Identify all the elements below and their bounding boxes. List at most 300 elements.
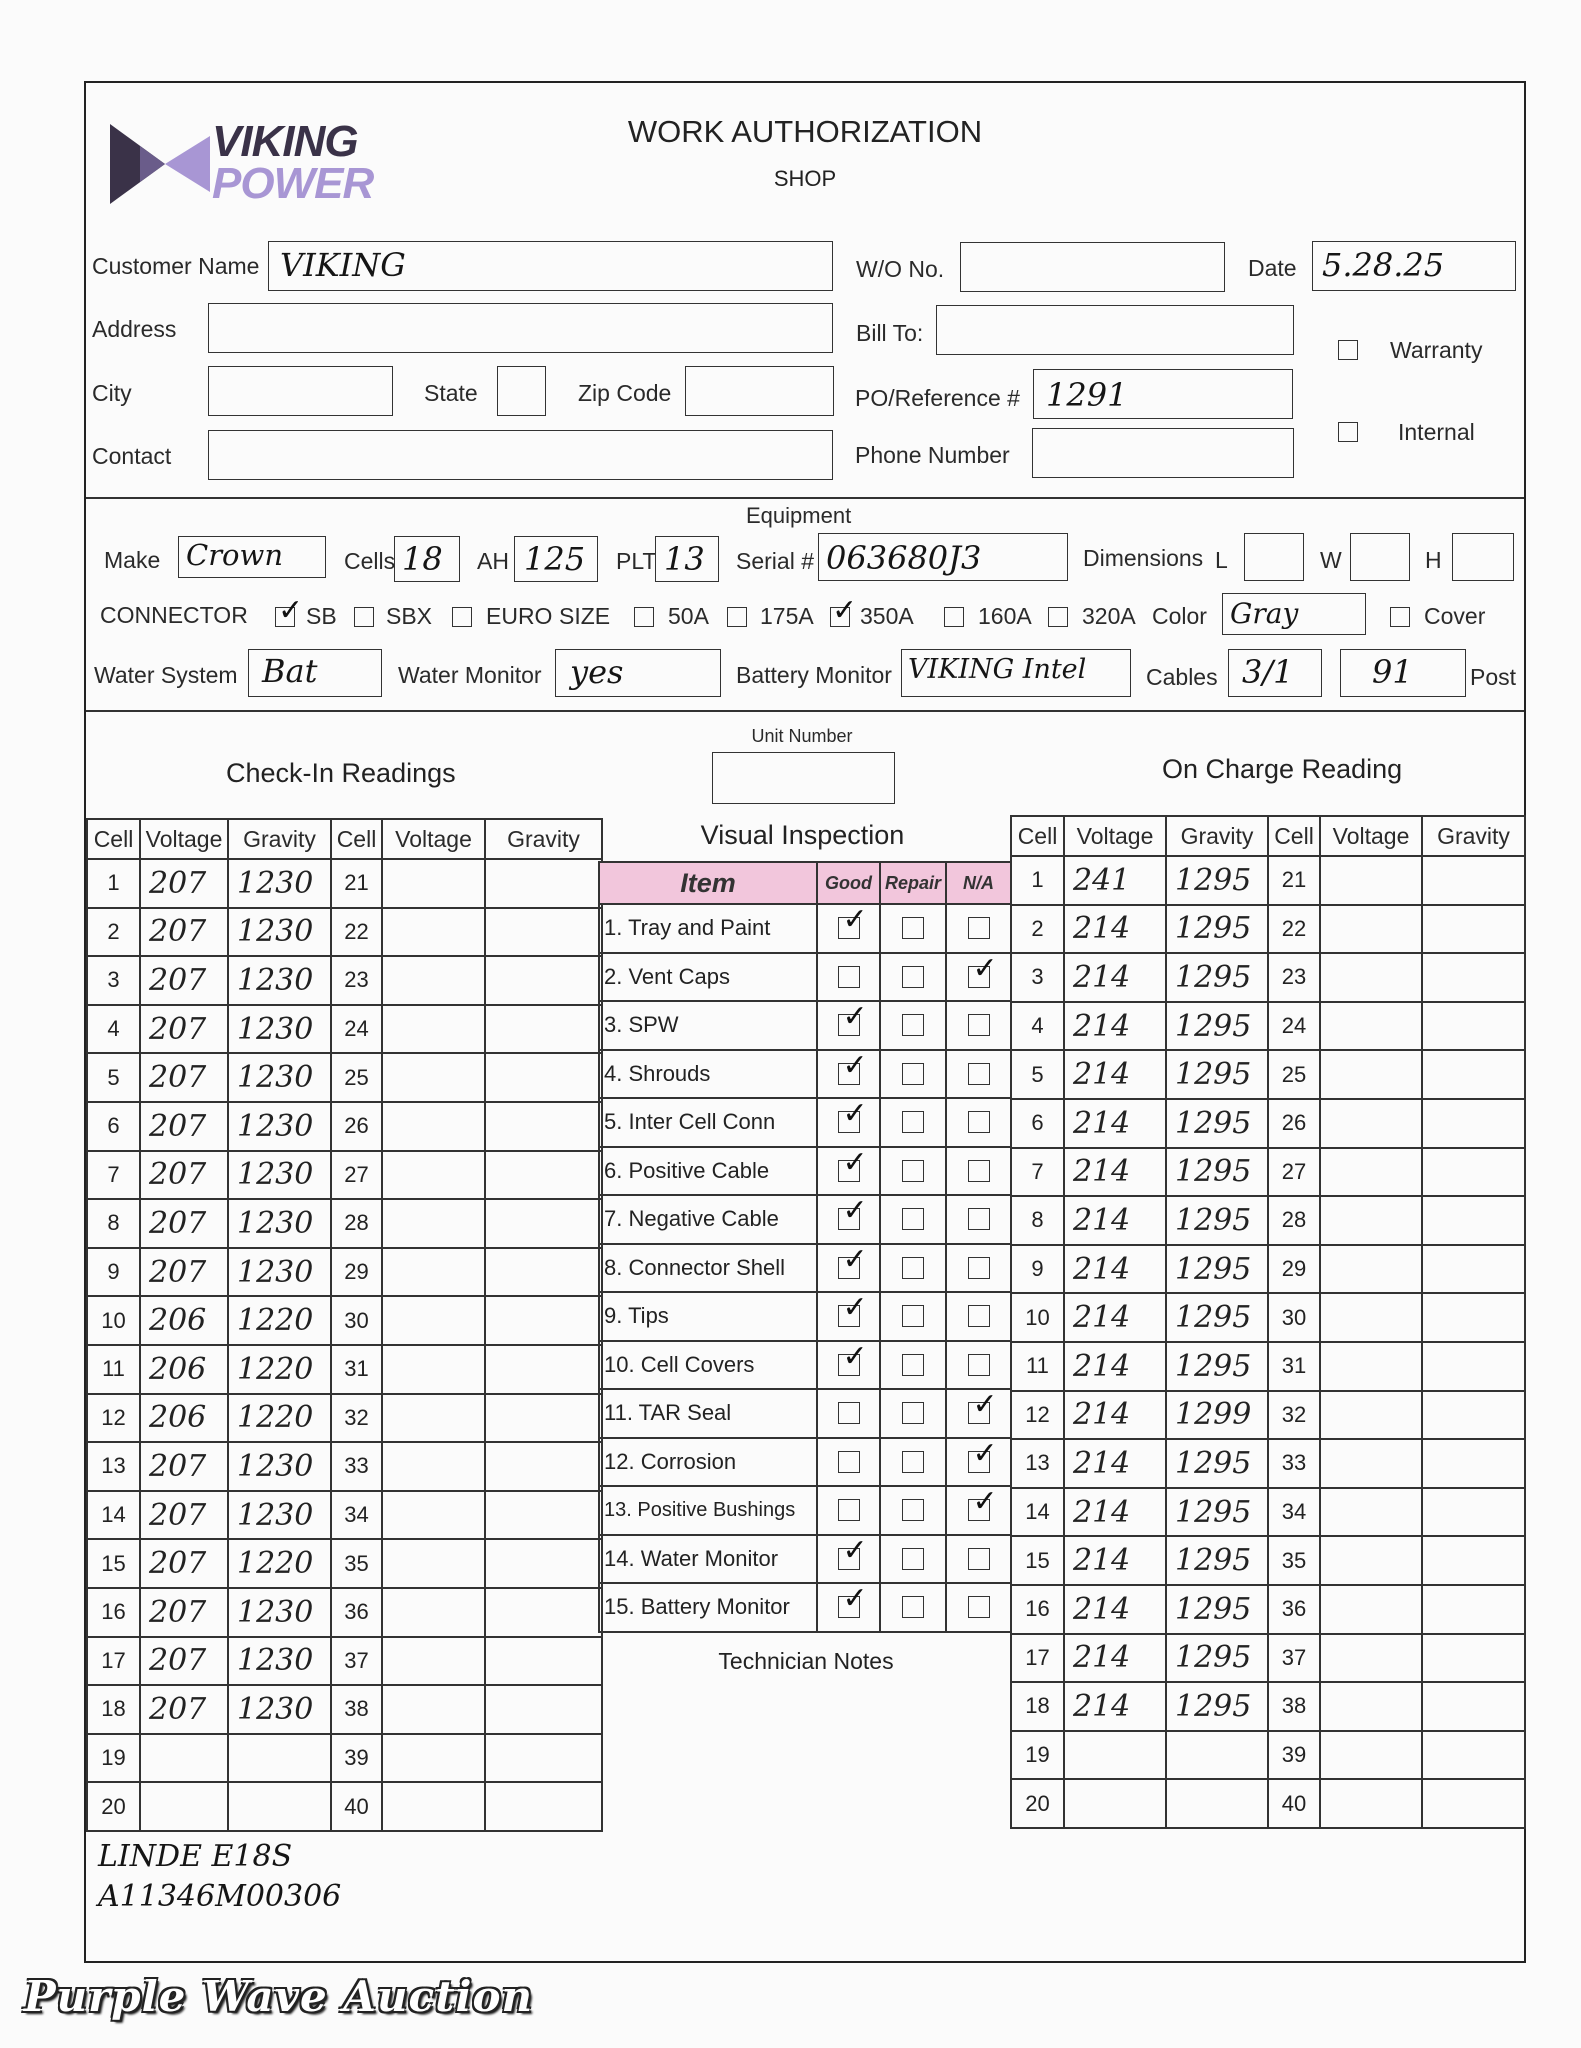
- address-field[interactable]: [208, 303, 833, 353]
- inspection-good-cell: [817, 1195, 880, 1244]
- color-value: Gray: [1230, 597, 1299, 630]
- gravity-value[interactable]: [485, 908, 602, 957]
- gravity-value[interactable]: [485, 1588, 602, 1637]
- voltage-value[interactable]: [140, 1734, 228, 1783]
- voltage-value[interactable]: [1320, 1099, 1422, 1148]
- col-cell: Cell: [331, 819, 382, 859]
- gravity-value[interactable]: 1230: [228, 1248, 331, 1297]
- voltage-value[interactable]: 207: [140, 908, 228, 957]
- inspection-repair-cell: [880, 1195, 946, 1244]
- voltage-value[interactable]: [1320, 1536, 1422, 1585]
- zip-field[interactable]: [685, 366, 834, 416]
- gravity-value[interactable]: [1166, 1779, 1268, 1828]
- gravity-value[interactable]: 1295: [1166, 1148, 1268, 1197]
- state-field[interactable]: [497, 366, 546, 416]
- voltage-value[interactable]: 207: [140, 1151, 228, 1200]
- gravity-value[interactable]: [1422, 953, 1525, 1002]
- voltage-value[interactable]: 214: [1064, 1439, 1166, 1488]
- gravity-value[interactable]: 1295: [1166, 1245, 1268, 1294]
- dim-h-field[interactable]: [1452, 533, 1514, 581]
- voltage-value[interactable]: 207: [140, 956, 228, 1005]
- voltage-value[interactable]: [382, 956, 485, 1005]
- voltage-value[interactable]: [1320, 1682, 1422, 1731]
- voltage-value[interactable]: [382, 1782, 485, 1831]
- inspection-repair-checkbox[interactable]: [902, 1548, 924, 1570]
- voltage-value[interactable]: [382, 1637, 485, 1686]
- inspection-repair-checkbox[interactable]: [902, 1499, 924, 1521]
- inspection-na-checkbox[interactable]: [968, 1208, 990, 1230]
- inspection-item-label: 8. Connector Shell: [599, 1244, 817, 1293]
- gravity-value[interactable]: 1295: [1166, 1439, 1268, 1488]
- gravity-value[interactable]: 1295: [1166, 1196, 1268, 1245]
- cell-number: 6: [1011, 1099, 1064, 1148]
- gravity-value[interactable]: [485, 1102, 602, 1151]
- voltage-value[interactable]: 207: [140, 1588, 228, 1637]
- internal-checkbox[interactable]: [1338, 422, 1358, 442]
- cell-number: 29: [1268, 1245, 1320, 1294]
- table-row: [1011, 1779, 1525, 1828]
- inspection-good-checkbox[interactable]: [838, 1208, 860, 1230]
- voltage-value[interactable]: 207: [140, 1005, 228, 1054]
- gravity-value[interactable]: [485, 1442, 602, 1491]
- gravity-value[interactable]: [1422, 1682, 1525, 1731]
- voltage-value[interactable]: [382, 1296, 485, 1345]
- gravity-value[interactable]: [1422, 1391, 1525, 1440]
- voltage-value[interactable]: [1320, 856, 1422, 905]
- size-320a-checkbox[interactable]: [1048, 607, 1068, 627]
- gravity-value[interactable]: 1299: [1166, 1391, 1268, 1440]
- gravity-value[interactable]: [1422, 1148, 1525, 1197]
- gravity-value[interactable]: [228, 1782, 331, 1831]
- cell-number: 7: [87, 1151, 140, 1200]
- gravity-value[interactable]: [485, 1539, 602, 1588]
- unit-number-field[interactable]: [712, 752, 895, 804]
- inspection-na-cell: [946, 1244, 1011, 1293]
- inspection-na-checkbox[interactable]: [968, 966, 990, 988]
- inspection-good-checkbox[interactable]: [838, 1063, 860, 1085]
- voltage-value[interactable]: 214: [1064, 1536, 1166, 1585]
- table-row: [87, 1053, 602, 1102]
- voltage-value[interactable]: 207: [140, 1539, 228, 1588]
- voltage-value[interactable]: [382, 1539, 485, 1588]
- gravity-value[interactable]: 1295: [1166, 953, 1268, 1002]
- inspection-na-checkbox[interactable]: [968, 1548, 990, 1570]
- date-value: 5.28.25: [1322, 246, 1445, 284]
- voltage-value[interactable]: 207: [140, 1053, 228, 1102]
- cell-number: 27: [331, 1151, 382, 1200]
- voltage-value[interactable]: [1320, 905, 1422, 954]
- gravity-value[interactable]: [485, 1248, 602, 1297]
- ah-label: AH: [477, 548, 509, 574]
- cell-number: 32: [331, 1394, 382, 1443]
- inspection-good-checkbox[interactable]: [838, 1596, 860, 1618]
- table-row: [87, 1734, 602, 1783]
- gravity-value[interactable]: [228, 1734, 331, 1783]
- voltage-value[interactable]: 214: [1064, 1342, 1166, 1391]
- cell-number: 6: [87, 1102, 140, 1151]
- col-gravity: Gravity: [228, 819, 331, 859]
- gravity-value[interactable]: 1295: [1166, 905, 1268, 954]
- inspection-repair-checkbox[interactable]: [902, 1111, 924, 1133]
- po-label: PO/Reference #: [855, 385, 1020, 411]
- voltage-value[interactable]: [1320, 1050, 1422, 1099]
- size-175a-checkbox[interactable]: [727, 607, 747, 627]
- voltage-value[interactable]: [382, 1588, 485, 1637]
- inspection-item-label: 13. Positive Bushings: [599, 1486, 817, 1535]
- voltage-value[interactable]: 214: [1064, 1002, 1166, 1051]
- voltage-value[interactable]: [382, 1491, 485, 1540]
- wo-field[interactable]: [960, 242, 1225, 292]
- city-field[interactable]: [208, 366, 393, 416]
- table-row: [87, 1539, 602, 1588]
- gravity-value[interactable]: [1422, 1293, 1525, 1342]
- divider-readings: [86, 710, 1524, 712]
- gravity-value[interactable]: [1422, 1099, 1525, 1148]
- warranty-checkbox[interactable]: [1338, 340, 1358, 360]
- gravity-value[interactable]: 1295: [1166, 1585, 1268, 1634]
- visual-title: Visual Inspection: [700, 820, 905, 850]
- size-350a-label: 350A: [860, 603, 914, 629]
- col-cell: Cell: [1268, 816, 1320, 856]
- inspection-good-checkbox[interactable]: [838, 966, 860, 988]
- voltage-value[interactable]: [382, 908, 485, 957]
- gravity-value[interactable]: 1295: [1166, 1050, 1268, 1099]
- table-row: [87, 956, 602, 1005]
- inspection-na-checkbox[interactable]: [968, 1402, 990, 1424]
- gravity-value[interactable]: [485, 1782, 602, 1831]
- gravity-value[interactable]: 1230: [228, 908, 331, 957]
- inspection-repair-cell: [880, 904, 946, 953]
- inspection-repair-cell: [880, 1438, 946, 1487]
- gravity-value[interactable]: [1422, 1536, 1525, 1585]
- gravity-value[interactable]: 1295: [1166, 1634, 1268, 1683]
- gravity-value[interactable]: [485, 1005, 602, 1054]
- voltage-value[interactable]: 214: [1064, 1293, 1166, 1342]
- contact-field[interactable]: [208, 430, 833, 480]
- voltage-value[interactable]: 214: [1064, 1099, 1166, 1148]
- voltage-value[interactable]: [140, 1782, 228, 1831]
- inspection-item-label: 14. Water Monitor: [599, 1535, 817, 1584]
- gravity-value[interactable]: [1422, 905, 1525, 954]
- gravity-value[interactable]: [485, 1345, 602, 1394]
- gravity-value[interactable]: 1230: [228, 1151, 331, 1200]
- voltage-value[interactable]: [1320, 953, 1422, 1002]
- voltage-value[interactable]: [382, 1199, 485, 1248]
- gravity-value[interactable]: 1230: [228, 1637, 331, 1686]
- inspection-na-checkbox[interactable]: [968, 1111, 990, 1133]
- voltage-value[interactable]: [1320, 1245, 1422, 1294]
- inspection-repair-checkbox[interactable]: [902, 1208, 924, 1230]
- inspection-repair-cell: [880, 1244, 946, 1293]
- dim-l-field[interactable]: [1244, 533, 1304, 581]
- inspection-good-checkbox[interactable]: [838, 1111, 860, 1133]
- table-row: [87, 1248, 602, 1297]
- voltage-value[interactable]: [1320, 1585, 1422, 1634]
- voltage-value[interactable]: [382, 1102, 485, 1151]
- voltage-value[interactable]: [382, 1248, 485, 1297]
- gravity-value[interactable]: [1422, 1439, 1525, 1488]
- gravity-value[interactable]: [485, 1491, 602, 1540]
- gravity-value[interactable]: 1230: [228, 859, 331, 908]
- inspection-repair-checkbox[interactable]: [902, 1063, 924, 1085]
- inspection-na-checkbox[interactable]: [968, 1451, 990, 1473]
- inspection-row: [599, 1050, 1011, 1099]
- voltage-value[interactable]: [382, 1442, 485, 1491]
- inspection-repair-checkbox[interactable]: [902, 1257, 924, 1279]
- gravity-value[interactable]: 1295: [1166, 1682, 1268, 1731]
- cell-number: 37: [331, 1637, 382, 1686]
- city-label: City: [92, 380, 132, 406]
- gravity-value[interactable]: 1295: [1166, 1099, 1268, 1148]
- voltage-value[interactable]: 214: [1064, 1682, 1166, 1731]
- gravity-value[interactable]: [1422, 1196, 1525, 1245]
- gravity-value[interactable]: 1295: [1166, 1536, 1268, 1585]
- gravity-value[interactable]: [485, 1053, 602, 1102]
- gravity-value[interactable]: 1295: [1166, 856, 1268, 905]
- gravity-value[interactable]: [1422, 1050, 1525, 1099]
- inspection-na-cell: [946, 1389, 1011, 1438]
- voltage-value[interactable]: [1320, 1779, 1422, 1828]
- cell-number: 37: [1268, 1634, 1320, 1683]
- voltage-value[interactable]: [382, 1394, 485, 1443]
- voltage-value[interactable]: [1320, 1488, 1422, 1537]
- inspection-repair-checkbox[interactable]: [902, 1354, 924, 1376]
- table-row: [1011, 1634, 1525, 1683]
- inspection-na-checkbox[interactable]: [968, 1305, 990, 1327]
- gravity-value[interactable]: [485, 1734, 602, 1783]
- inspection-na-checkbox[interactable]: [968, 917, 990, 939]
- voltage-value[interactable]: 241: [1064, 856, 1166, 905]
- inspection-row: [599, 904, 1011, 953]
- inspection-repair-checkbox[interactable]: [902, 917, 924, 939]
- inspection-item-label: 2. Vent Caps: [599, 953, 817, 1002]
- inspection-good-checkbox[interactable]: [838, 1548, 860, 1570]
- size-50a-checkbox[interactable]: [634, 607, 654, 627]
- note-line1: LINDE E18S: [98, 1839, 293, 1874]
- voltage-value[interactable]: [382, 1151, 485, 1200]
- gravity-value[interactable]: [1422, 1002, 1525, 1051]
- inspection-na-checkbox[interactable]: [968, 1063, 990, 1085]
- inspection-good-checkbox[interactable]: [838, 1014, 860, 1036]
- inspection-item-label: 3. SPW: [599, 1001, 817, 1050]
- voltage-value[interactable]: [1320, 1391, 1422, 1440]
- inspection-repair-checkbox[interactable]: [902, 1014, 924, 1036]
- voltage-value[interactable]: 214: [1064, 1488, 1166, 1537]
- voltage-value[interactable]: [382, 1005, 485, 1054]
- inspection-good-checkbox[interactable]: [838, 1305, 860, 1327]
- inspection-repair-checkbox[interactable]: [902, 1451, 924, 1473]
- voltage-value[interactable]: 207: [140, 1685, 228, 1734]
- voltage-value[interactable]: 214: [1064, 1634, 1166, 1683]
- inspection-good-checkbox[interactable]: [838, 1402, 860, 1424]
- voltage-value[interactable]: [1320, 1293, 1422, 1342]
- voltage-value[interactable]: [1064, 1779, 1166, 1828]
- viking-power-logo: [110, 117, 380, 210]
- cover-label: Cover: [1424, 603, 1486, 629]
- inspection-na-checkbox[interactable]: [968, 1014, 990, 1036]
- gravity-value[interactable]: [1422, 1342, 1525, 1391]
- gravity-value[interactable]: [1422, 1585, 1525, 1634]
- inspection-repair-checkbox[interactable]: [902, 1305, 924, 1327]
- inspection-good-checkbox[interactable]: [838, 1257, 860, 1279]
- gravity-value[interactable]: [485, 956, 602, 1005]
- gravity-value[interactable]: [1422, 1488, 1525, 1537]
- gravity-value[interactable]: [1422, 1634, 1525, 1683]
- table-row: [1011, 1585, 1525, 1634]
- connector-euro-checkbox[interactable]: [452, 607, 472, 627]
- inspection-na-checkbox[interactable]: [968, 1257, 990, 1279]
- inspection-repair-checkbox[interactable]: [902, 1402, 924, 1424]
- connector-sbx-checkbox[interactable]: [354, 607, 374, 627]
- voltage-value[interactable]: [1320, 1731, 1422, 1780]
- gravity-value[interactable]: [485, 1199, 602, 1248]
- gravity-value[interactable]: 1230: [228, 1685, 331, 1734]
- cell-number: 14: [1011, 1488, 1064, 1537]
- inspection-good-checkbox[interactable]: [838, 1160, 860, 1182]
- inspection-good-checkbox[interactable]: [838, 1354, 860, 1376]
- voltage-value[interactable]: 214: [1064, 953, 1166, 1002]
- equipment-label: Equipment: [746, 503, 852, 528]
- voltage-value[interactable]: [1320, 1148, 1422, 1197]
- voltage-value[interactable]: 206: [140, 1394, 228, 1443]
- gravity-value[interactable]: 1230: [228, 1442, 331, 1491]
- gravity-value[interactable]: [1422, 1731, 1525, 1780]
- gravity-value[interactable]: [485, 1637, 602, 1686]
- inspection-item-label: 4. Shrouds: [599, 1050, 817, 1099]
- gravity-value[interactable]: [485, 1296, 602, 1345]
- col-good: Good: [817, 862, 880, 904]
- voltage-value[interactable]: 214: [1064, 1050, 1166, 1099]
- cell-number: 28: [1268, 1196, 1320, 1245]
- voltage-value[interactable]: 214: [1064, 905, 1166, 954]
- cell-number: 40: [331, 1782, 382, 1831]
- cells-value: 18: [402, 540, 443, 578]
- inspection-na-checkbox[interactable]: [968, 1160, 990, 1182]
- voltage-value[interactable]: [382, 1685, 485, 1734]
- inspection-repair-checkbox[interactable]: [902, 966, 924, 988]
- voltage-value[interactable]: [382, 1053, 485, 1102]
- voltage-value[interactable]: [382, 1734, 485, 1783]
- cell-number: 19: [87, 1734, 140, 1783]
- inspection-repair-cell: [880, 1535, 946, 1584]
- gravity-value[interactable]: 1220: [228, 1345, 331, 1394]
- inspection-repair-cell: [880, 1001, 946, 1050]
- voltage-value[interactable]: 207: [140, 1491, 228, 1540]
- gravity-value[interactable]: [1166, 1731, 1268, 1780]
- voltage-value[interactable]: 207: [140, 1637, 228, 1686]
- gravity-value[interactable]: 1220: [228, 1394, 331, 1443]
- gravity-value[interactable]: 1295: [1166, 1293, 1268, 1342]
- inspection-na-checkbox[interactable]: [968, 1499, 990, 1521]
- voltage-value[interactable]: [382, 1345, 485, 1394]
- gravity-value[interactable]: [485, 1394, 602, 1443]
- gravity-value[interactable]: 1220: [228, 1539, 331, 1588]
- make-label: Make: [104, 547, 161, 573]
- gravity-value[interactable]: 1230: [228, 1102, 331, 1151]
- gravity-value[interactable]: 1230: [228, 1053, 331, 1102]
- voltage-value[interactable]: [382, 859, 485, 908]
- gravity-value[interactable]: [485, 859, 602, 908]
- brand-line2: POWER: [212, 159, 374, 208]
- gravity-value[interactable]: [1422, 856, 1525, 905]
- inspection-na-checkbox[interactable]: [968, 1354, 990, 1376]
- gravity-value[interactable]: 1230: [228, 956, 331, 1005]
- gravity-value[interactable]: [1422, 1779, 1525, 1828]
- gravity-value[interactable]: 1230: [228, 1005, 331, 1054]
- warranty-label: Warranty: [1390, 337, 1483, 363]
- voltage-value[interactable]: 207: [140, 1102, 228, 1151]
- cell-number: 16: [1011, 1585, 1064, 1634]
- voltage-value[interactable]: 206: [140, 1296, 228, 1345]
- gravity-value[interactable]: 1220: [228, 1296, 331, 1345]
- voltage-value[interactable]: [1320, 1634, 1422, 1683]
- cover-checkbox[interactable]: [1390, 607, 1410, 627]
- phone-field[interactable]: [1032, 428, 1294, 478]
- inspection-na-checkbox[interactable]: [968, 1596, 990, 1618]
- gravity-value[interactable]: [1422, 1245, 1525, 1294]
- voltage-value[interactable]: 206: [140, 1345, 228, 1394]
- gravity-value[interactable]: 1230: [228, 1588, 331, 1637]
- gravity-value[interactable]: 1295: [1166, 1342, 1268, 1391]
- cell-number: 38: [331, 1685, 382, 1734]
- cell-number: 18: [1011, 1682, 1064, 1731]
- voltage-value[interactable]: [1320, 1002, 1422, 1051]
- cables-label: Cables: [1146, 664, 1218, 690]
- cell-number: 4: [87, 1005, 140, 1054]
- voltage-value[interactable]: [1320, 1196, 1422, 1245]
- inspection-row: [599, 1098, 1011, 1147]
- cell-number: 36: [1268, 1585, 1320, 1634]
- voltage-value[interactable]: 207: [140, 1248, 228, 1297]
- voltage-value[interactable]: [1320, 1439, 1422, 1488]
- inspection-good-checkbox[interactable]: [838, 1451, 860, 1473]
- gravity-value[interactable]: 1230: [228, 1199, 331, 1248]
- voltage-value[interactable]: 207: [140, 1199, 228, 1248]
- voltage-value[interactable]: 214: [1064, 1391, 1166, 1440]
- voltage-value[interactable]: [1320, 1342, 1422, 1391]
- inspection-good-cell: [817, 1438, 880, 1487]
- dim-w-field[interactable]: [1350, 533, 1410, 581]
- inspection-row: [599, 1438, 1011, 1487]
- inspection-repair-checkbox[interactable]: [902, 1596, 924, 1618]
- cell-number: 32: [1268, 1391, 1320, 1440]
- gravity-value[interactable]: 1230: [228, 1491, 331, 1540]
- col-voltage: Voltage: [1320, 816, 1422, 856]
- size-160a-checkbox[interactable]: [944, 607, 964, 627]
- inspection-good-checkbox[interactable]: [838, 917, 860, 939]
- gravity-value[interactable]: 1295: [1166, 1488, 1268, 1537]
- gravity-value[interactable]: [485, 1685, 602, 1734]
- inspection-repair-cell: [880, 1147, 946, 1196]
- table-row: [87, 1005, 602, 1054]
- voltage-value[interactable]: 207: [140, 1442, 228, 1491]
- billto-field[interactable]: [936, 305, 1294, 355]
- cells-label: Cells: [344, 548, 396, 574]
- voltage-value[interactable]: 207: [140, 859, 228, 908]
- cell-number: 4: [1011, 1002, 1064, 1051]
- cell-number: 5: [1011, 1050, 1064, 1099]
- voltage-value[interactable]: 214: [1064, 1148, 1166, 1197]
- inspection-repair-checkbox[interactable]: [902, 1160, 924, 1182]
- gravity-value[interactable]: 1295: [1166, 1002, 1268, 1051]
- voltage-value[interactable]: [1064, 1731, 1166, 1780]
- voltage-value[interactable]: 214: [1064, 1585, 1166, 1634]
- voltage-value[interactable]: 214: [1064, 1245, 1166, 1294]
- inspection-good-checkbox[interactable]: [838, 1499, 860, 1521]
- zip-label: Zip Code: [578, 380, 672, 406]
- voltage-value[interactable]: 214: [1064, 1196, 1166, 1245]
- gravity-value[interactable]: [485, 1151, 602, 1200]
